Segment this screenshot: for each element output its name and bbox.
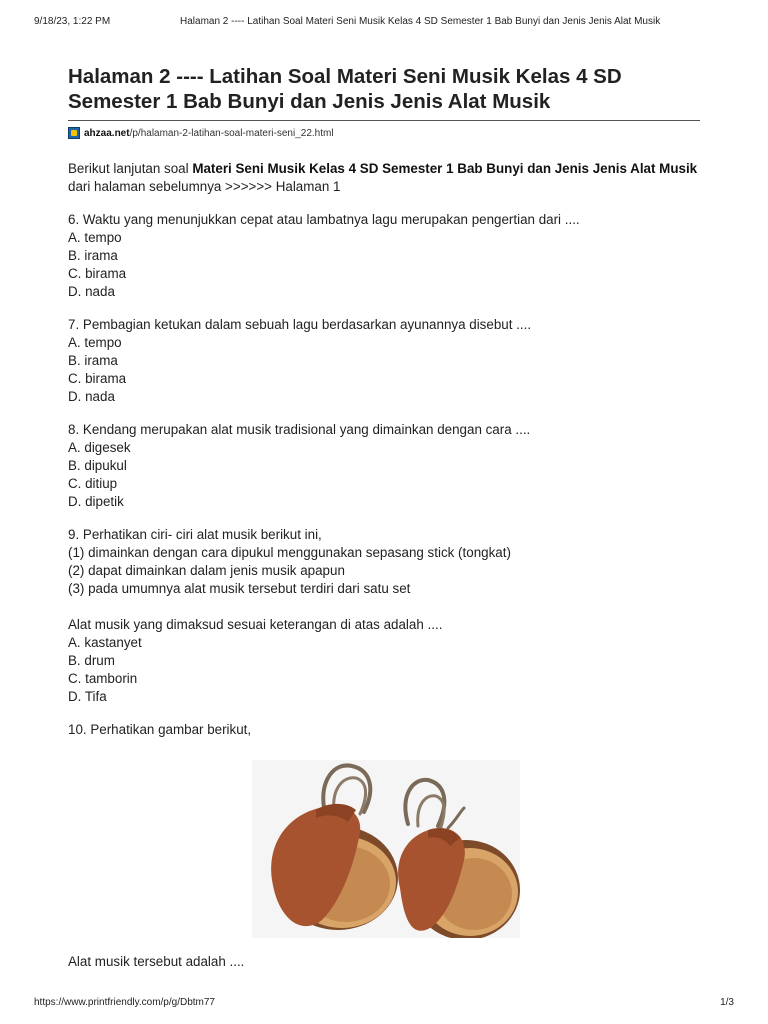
option-a: A. tempo — [68, 230, 122, 245]
intro-suffix: dari halaman sebelumnya >>>>>> Halaman 1 — [68, 179, 341, 194]
intro-bold: Materi Seni Musik Kelas 4 SD Semester 1 Bab Bunyi dan Jenis Jenis Alat Musik — [192, 161, 698, 176]
source-link[interactable] — [68, 126, 700, 140]
castanets-image — [252, 760, 520, 938]
question-9 — [68, 526, 700, 598]
characteristic-1: (1) dimainkan dengan cara dipukul menggunakan sepasang stick (tongkat) — [68, 545, 511, 560]
option-b: B. irama — [68, 353, 118, 368]
article-title — [68, 64, 700, 114]
question-9-prompt-block — [68, 616, 700, 706]
option-c: C. birama — [68, 266, 127, 281]
intro-prefix: Berikut lanjutan soal — [68, 161, 193, 176]
option-d: D. Tifa — [68, 689, 107, 704]
option-a: A. tempo — [68, 335, 122, 350]
page-indicator: 1/3 — [720, 997, 734, 1008]
option-a: A. digesek — [68, 440, 131, 455]
source-domain[interactable]: ahzaa.net — [84, 127, 130, 139]
question-prompt: Alat musik yang dimaksud sesuai keterangan di atas adalah .... — [68, 617, 443, 632]
print-datetime: 9/18/23, 1:22 PM — [34, 16, 111, 27]
intro-paragraph — [68, 160, 700, 196]
print-page-title: Halaman 2 ---- Latihan Soal Materi Seni Musik Kelas 4 SD Semester 1 Bab Bunyi dan Jenis Jenis Alat Musik — [180, 16, 661, 27]
characteristic-3: (3) pada umumnya alat musik tersebut terdiri dari satu set — [68, 581, 411, 596]
site-favicon-icon — [68, 127, 80, 139]
option-b: B. irama — [68, 248, 118, 263]
source-path[interactable]: /p/halaman-2-latihan-soal-materi-seni_22.html — [129, 127, 334, 139]
title-divider — [68, 120, 700, 121]
option-a: A. kastanyet — [68, 635, 142, 650]
question-text: 8. Kendang merupakan alat musik tradisional yang dimainkan dengan cara .... — [68, 422, 531, 437]
question-text: 6. Waktu yang menunjukkan cepat atau lambatnya lagu merupakan pengertian dari .... — [68, 212, 580, 227]
option-d: D. nada — [68, 389, 115, 404]
characteristic-2: (2) dapat dimainkan dalam jenis musik apapun — [68, 563, 345, 578]
article-title-line-2: Semester 1 Bab Bunyi dan Jenis Jenis Alat Musik — [68, 90, 551, 113]
question-6 — [68, 211, 700, 301]
article-title-line-1: Halaman 2 ---- Latihan Soal Materi Seni Musik Kelas 4 SD — [68, 65, 622, 88]
option-c: C. ditiup — [68, 476, 118, 491]
option-b: B. drum — [68, 653, 115, 668]
question-7 — [68, 316, 700, 406]
option-d: D. nada — [68, 284, 115, 299]
option-d: D. dipetik — [68, 494, 124, 509]
article — [68, 64, 700, 739]
option-b: B. dipukul — [68, 458, 127, 473]
print-source-url: https://www.printfriendly.com/p/g/Dbtm77 — [34, 997, 215, 1008]
option-c: C. birama — [68, 371, 127, 386]
question-10 — [68, 721, 700, 739]
question-text: 10. Perhatikan gambar berikut, — [68, 722, 252, 737]
question-text: 9. Perhatikan ciri- ciri alat musik berikut ini, — [68, 527, 322, 542]
question-text: 7. Pembagian ketukan dalam sebuah lagu berdasarkan ayunannya disebut .... — [68, 317, 532, 332]
castanets-icon — [252, 760, 520, 938]
question-8 — [68, 421, 700, 511]
option-c: C. tamborin — [68, 671, 138, 686]
question-10-prompt: Alat musik tersebut adalah .... — [68, 954, 245, 969]
